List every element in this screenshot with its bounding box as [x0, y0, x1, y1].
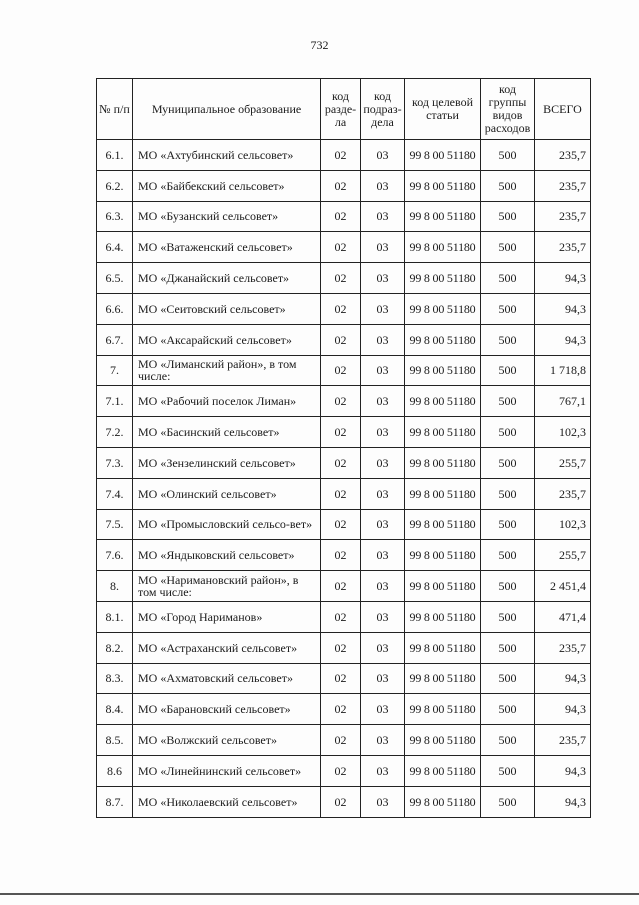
cell-section-code: 02 — [321, 725, 361, 756]
cell-subsection-code: 03 — [361, 355, 405, 386]
cell-expense-type-code: 500 — [481, 293, 535, 324]
header-municipality: Муниципальное образование — [133, 79, 321, 140]
cell-municipality: МО «Байбекский сельсовет» — [133, 170, 321, 201]
cell-num: 8. — [97, 571, 133, 602]
cell-target-item-code: 99 8 00 51180 — [405, 786, 481, 817]
cell-municipality: МО «Наримановский район», в том числе: — [133, 571, 321, 602]
table-header — [97, 79, 591, 140]
cell-section-code: 02 — [321, 601, 361, 632]
cell-total: 235,7 — [535, 201, 591, 232]
cell-municipality: МО «Линейнинский сельсовет» — [133, 755, 321, 786]
cell-subsection-code: 03 — [361, 755, 405, 786]
cell-expense-type-code: 500 — [481, 571, 535, 602]
cell-section-code: 02 — [321, 263, 361, 294]
cell-subsection-code: 03 — [361, 571, 405, 602]
cell-municipality: МО «Астраханский сельсовет» — [133, 632, 321, 663]
table-row — [97, 632, 591, 663]
cell-expense-type-code: 500 — [481, 232, 535, 263]
table-row — [97, 355, 591, 386]
table-body — [97, 140, 591, 818]
cell-num: 6.2. — [97, 170, 133, 201]
cell-target-item-code: 99 8 00 51180 — [405, 263, 481, 294]
cell-total: 471,4 — [535, 601, 591, 632]
cell-expense-type-code: 500 — [481, 755, 535, 786]
cell-target-item-code: 99 8 00 51180 — [405, 601, 481, 632]
cell-expense-type-code: 500 — [481, 601, 535, 632]
cell-section-code: 02 — [321, 509, 361, 540]
header-subsection-code: код подраз-дела — [361, 79, 405, 140]
cell-target-item-code: 99 8 00 51180 — [405, 324, 481, 355]
cell-expense-type-code: 500 — [481, 632, 535, 663]
cell-municipality: МО «Зензелинский сельсовет» — [133, 447, 321, 478]
cell-subsection-code: 03 — [361, 786, 405, 817]
header-total: ВСЕГО — [535, 79, 591, 140]
cell-subsection-code: 03 — [361, 293, 405, 324]
table-row — [97, 263, 591, 294]
cell-municipality: МО «Сеитовский сельсовет» — [133, 293, 321, 324]
cell-section-code: 02 — [321, 386, 361, 417]
cell-expense-type-code: 500 — [481, 355, 535, 386]
cell-subsection-code: 03 — [361, 417, 405, 448]
header-target-item-code: код целевой статьи — [405, 79, 481, 140]
cell-total: 235,7 — [535, 232, 591, 263]
cell-section-code: 02 — [321, 140, 361, 171]
cell-section-code: 02 — [321, 355, 361, 386]
cell-section-code: 02 — [321, 755, 361, 786]
cell-total: 94,3 — [535, 786, 591, 817]
table-row — [97, 509, 591, 540]
cell-total: 94,3 — [535, 263, 591, 294]
cell-target-item-code: 99 8 00 51180 — [405, 755, 481, 786]
cell-section-code: 02 — [321, 293, 361, 324]
cell-section-code: 02 — [321, 201, 361, 232]
cell-total: 94,3 — [535, 324, 591, 355]
cell-total: 94,3 — [535, 293, 591, 324]
table-row — [97, 663, 591, 694]
cell-subsection-code: 03 — [361, 170, 405, 201]
cell-expense-type-code: 500 — [481, 386, 535, 417]
cell-target-item-code: 99 8 00 51180 — [405, 478, 481, 509]
cell-total: 102,3 — [535, 509, 591, 540]
table-row — [97, 417, 591, 448]
cell-municipality: МО «Ахтубинский сельсовет» — [133, 140, 321, 171]
cell-expense-type-code: 500 — [481, 263, 535, 294]
cell-total: 235,7 — [535, 725, 591, 756]
cell-total: 102,3 — [535, 417, 591, 448]
cell-subsection-code: 03 — [361, 725, 405, 756]
cell-target-item-code: 99 8 00 51180 — [405, 386, 481, 417]
cell-num: 8.2. — [97, 632, 133, 663]
cell-expense-type-code: 500 — [481, 417, 535, 448]
cell-total: 1 718,8 — [535, 355, 591, 386]
table-row — [97, 232, 591, 263]
cell-target-item-code: 99 8 00 51180 — [405, 571, 481, 602]
table-row — [97, 386, 591, 417]
cell-num: 8.4. — [97, 694, 133, 725]
header-expense-type-code: код группы видов расходов — [481, 79, 535, 140]
cell-section-code: 02 — [321, 632, 361, 663]
cell-expense-type-code: 500 — [481, 170, 535, 201]
header-row — [97, 79, 591, 140]
cell-target-item-code: 99 8 00 51180 — [405, 201, 481, 232]
table-row — [97, 786, 591, 817]
cell-num: 7.4. — [97, 478, 133, 509]
cell-municipality: МО «Рабочий поселок Лиман» — [133, 386, 321, 417]
cell-expense-type-code: 500 — [481, 725, 535, 756]
cell-municipality: МО «Джанайский сельсовет» — [133, 263, 321, 294]
cell-total: 255,7 — [535, 540, 591, 571]
table-row — [97, 447, 591, 478]
cell-target-item-code: 99 8 00 51180 — [405, 663, 481, 694]
table-row — [97, 324, 591, 355]
cell-target-item-code: 99 8 00 51180 — [405, 725, 481, 756]
cell-total: 767,1 — [535, 386, 591, 417]
cell-num: 7.1. — [97, 386, 133, 417]
cell-num: 7.3. — [97, 447, 133, 478]
cell-target-item-code: 99 8 00 51180 — [405, 293, 481, 324]
cell-num: 6.4. — [97, 232, 133, 263]
table-row — [97, 478, 591, 509]
header-section-code: код разде-ла — [321, 79, 361, 140]
cell-subsection-code: 03 — [361, 324, 405, 355]
cell-municipality: МО «Промысловский сельсо-вет» — [133, 509, 321, 540]
cell-num: 8.7. — [97, 786, 133, 817]
cell-num: 8.1. — [97, 601, 133, 632]
cell-total: 235,7 — [535, 632, 591, 663]
cell-target-item-code: 99 8 00 51180 — [405, 447, 481, 478]
cell-expense-type-code: 500 — [481, 663, 535, 694]
cell-section-code: 02 — [321, 786, 361, 817]
cell-expense-type-code: 500 — [481, 201, 535, 232]
cell-municipality: МО «Басинский сельсовет» — [133, 417, 321, 448]
table-row — [97, 170, 591, 201]
cell-subsection-code: 03 — [361, 232, 405, 263]
cell-total: 94,3 — [535, 694, 591, 725]
cell-target-item-code: 99 8 00 51180 — [405, 694, 481, 725]
cell-subsection-code: 03 — [361, 478, 405, 509]
cell-municipality: МО «Барановский сельсовет» — [133, 694, 321, 725]
cell-subsection-code: 03 — [361, 601, 405, 632]
table-row — [97, 293, 591, 324]
bottom-divider — [0, 893, 639, 895]
cell-section-code: 02 — [321, 417, 361, 448]
cell-municipality: МО «Николаевский сельсовет» — [133, 786, 321, 817]
cell-section-code: 02 — [321, 478, 361, 509]
cell-subsection-code: 03 — [361, 509, 405, 540]
cell-target-item-code: 99 8 00 51180 — [405, 140, 481, 171]
cell-total: 235,7 — [535, 478, 591, 509]
cell-subsection-code: 03 — [361, 140, 405, 171]
page-number: 732 — [310, 38, 329, 52]
header-num: № п/п — [97, 79, 133, 140]
cell-total: 235,7 — [535, 140, 591, 171]
cell-subsection-code: 03 — [361, 263, 405, 294]
cell-subsection-code: 03 — [361, 694, 405, 725]
cell-subsection-code: 03 — [361, 447, 405, 478]
cell-total: 2 451,4 — [535, 571, 591, 602]
cell-section-code: 02 — [321, 447, 361, 478]
cell-section-code: 02 — [321, 663, 361, 694]
cell-municipality: МО «Лиманский район», в том числе: — [133, 355, 321, 386]
cell-section-code: 02 — [321, 232, 361, 263]
cell-num: 6.1. — [97, 140, 133, 171]
cell-num: 6.3. — [97, 201, 133, 232]
cell-section-code: 02 — [321, 571, 361, 602]
cell-municipality: МО «Город Нариманов» — [133, 601, 321, 632]
cell-target-item-code: 99 8 00 51180 — [405, 509, 481, 540]
cell-expense-type-code: 500 — [481, 786, 535, 817]
cell-target-item-code: 99 8 00 51180 — [405, 540, 481, 571]
cell-num: 7.2. — [97, 417, 133, 448]
cell-target-item-code: 99 8 00 51180 — [405, 417, 481, 448]
cell-municipality: МО «Ахматовский сельсовет» — [133, 663, 321, 694]
cell-municipality: МО «Ватаженский сельсовет» — [133, 232, 321, 263]
cell-num: 6.6. — [97, 293, 133, 324]
cell-subsection-code: 03 — [361, 386, 405, 417]
cell-subsection-code: 03 — [361, 540, 405, 571]
cell-target-item-code: 99 8 00 51180 — [405, 632, 481, 663]
cell-section-code: 02 — [321, 324, 361, 355]
cell-total: 255,7 — [535, 447, 591, 478]
table-row — [97, 140, 591, 171]
cell-subsection-code: 03 — [361, 201, 405, 232]
cell-num: 6.5. — [97, 263, 133, 294]
cell-subsection-code: 03 — [361, 632, 405, 663]
cell-section-code: 02 — [321, 170, 361, 201]
table-row — [97, 601, 591, 632]
cell-target-item-code: 99 8 00 51180 — [405, 232, 481, 263]
cell-subsection-code: 03 — [361, 663, 405, 694]
cell-municipality: МО «Яндыковский сельсовет» — [133, 540, 321, 571]
cell-expense-type-code: 500 — [481, 478, 535, 509]
table-row — [97, 201, 591, 232]
cell-expense-type-code: 500 — [481, 324, 535, 355]
cell-section-code: 02 — [321, 540, 361, 571]
table-row — [97, 725, 591, 756]
cell-section-code: 02 — [321, 694, 361, 725]
cell-total: 94,3 — [535, 663, 591, 694]
budget-table — [96, 78, 591, 818]
cell-total: 94,3 — [535, 755, 591, 786]
cell-municipality: МО «Аксарайский сельсовет» — [133, 324, 321, 355]
cell-num: 7.5. — [97, 509, 133, 540]
cell-total: 235,7 — [535, 170, 591, 201]
cell-expense-type-code: 500 — [481, 540, 535, 571]
cell-target-item-code: 99 8 00 51180 — [405, 355, 481, 386]
cell-num: 8.6 — [97, 755, 133, 786]
cell-municipality: МО «Олинский сельсовет» — [133, 478, 321, 509]
cell-target-item-code: 99 8 00 51180 — [405, 170, 481, 201]
cell-expense-type-code: 500 — [481, 140, 535, 171]
cell-num: 8.5. — [97, 725, 133, 756]
table-row — [97, 571, 591, 602]
cell-expense-type-code: 500 — [481, 447, 535, 478]
cell-municipality: МО «Бузанский сельсовет» — [133, 201, 321, 232]
cell-expense-type-code: 500 — [481, 694, 535, 725]
table-row — [97, 755, 591, 786]
cell-expense-type-code: 500 — [481, 509, 535, 540]
table-row — [97, 540, 591, 571]
cell-num: 7. — [97, 355, 133, 386]
table-row — [97, 694, 591, 725]
cell-municipality: МО «Волжский сельсовет» — [133, 725, 321, 756]
cell-num: 7.6. — [97, 540, 133, 571]
cell-num: 8.3. — [97, 663, 133, 694]
cell-num: 6.7. — [97, 324, 133, 355]
